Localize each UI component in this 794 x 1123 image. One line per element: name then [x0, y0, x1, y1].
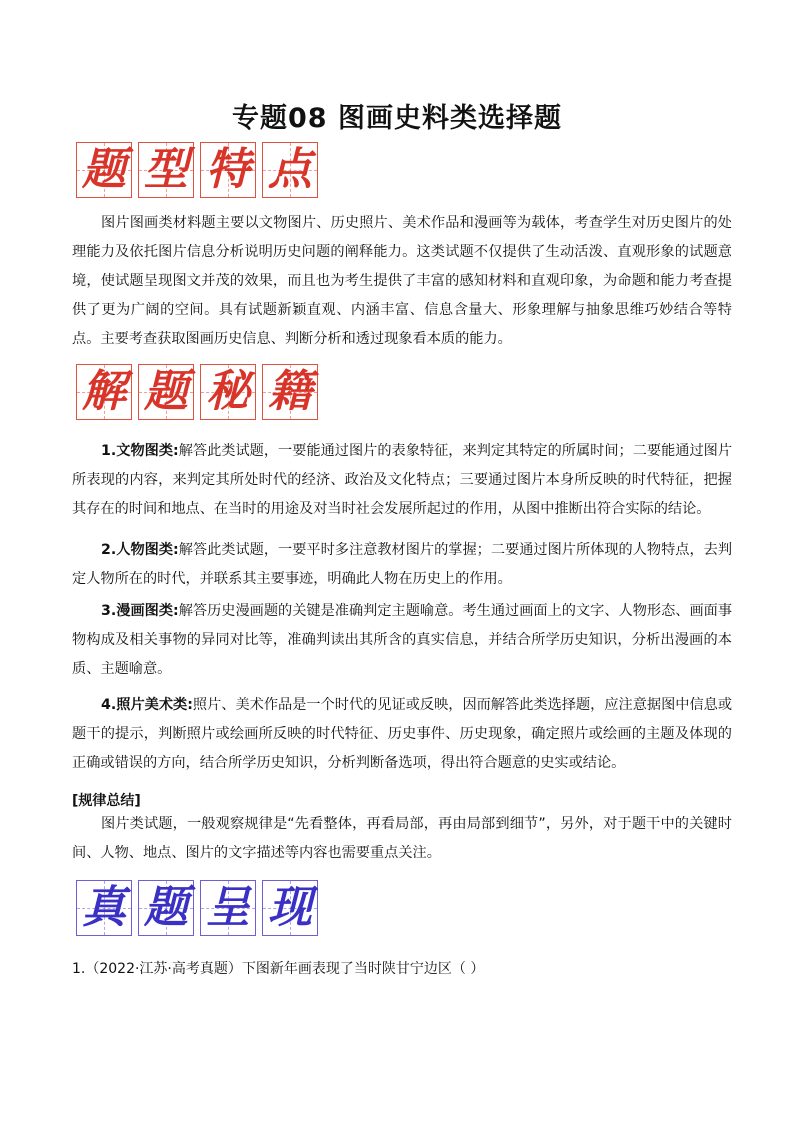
banner-tile: 特 — [200, 142, 256, 198]
rule-label: [规律总结] — [72, 793, 141, 809]
banner-tile: 呈 — [200, 880, 256, 936]
tip-label: 2.人物图类: — [101, 542, 179, 558]
banner-tile: 题 — [76, 142, 132, 198]
banner-tile: 现 — [262, 880, 318, 936]
banner-tile: 型 — [138, 142, 194, 198]
banner-tile: 题 — [138, 880, 194, 936]
banner-tile: 籍 — [262, 364, 318, 420]
banner-tile: 秘 — [200, 364, 256, 420]
tip-text: 解答此类试题，一要能通过图片的表象特征，来判定其特定的所属时间；二要能通过图片所表现的内容，来判定其所处时代的经济、政治及文化特点；三要通过图片本身所反映的时代特征，把握其存在的时间和地点、在当时的用途及对当时社会发展所起过的作用，从图中推断出符合实际的结论。 — [72, 443, 733, 517]
banner-features — [76, 142, 318, 198]
tip-paragraph — [72, 536, 732, 594]
banner-tile: 点 — [262, 142, 318, 198]
rule-paragraph: 图片类试题，一般观察规律是“先看整体，再看局部，再由局部到细节”，另外，对于题干中的关键时间、人物、地点、图片的文字描述等内容也需要重点关注。 — [72, 816, 732, 861]
tip-paragraph — [72, 691, 732, 778]
tip-paragraph — [72, 597, 732, 684]
intro-paragraph: 图片图画类材料题主要以文物图片、历史照片、美术作品和漫画等为载体，考查学生对历史图片的处理能力及依托图片信息分析说明历史问题的阐释能力。这类试题不仅提供了生动活泼、直观形象的试题意境，使试题呈现图文并茂的效果，而且也为考生提供了丰富的感知材料和直观印象，为命题和能力考查提供了更为广阔的空间。具有试题新颖直观、内涵丰富、信息含量大、形象理解与抽象思维巧妙结合等特点。主要考查获取图画历史信息、判断分析和透过现象看本质的能力。 — [72, 215, 732, 347]
tip-text: 解答此类试题，一要平时多注意教材图片的掌握；二要通过图片所体现的人物特点，去判定人物所在的时代，并联系其主要事迹，明确此人物在历史上的作用。 — [72, 542, 733, 587]
tip-paragraph — [72, 437, 732, 524]
banner-tile: 解 — [76, 364, 132, 420]
tip-label: 3.漫画图类: — [101, 603, 179, 619]
page-title: 专题08 图画史料类选择题 — [232, 103, 562, 134]
tip-text: 解答历史漫画题的关键是准确判定主题喻意。考生通过画面上的文字、人物形态、画面事物构成及相关事物的异同对比等，准确判读出其所含的真实信息，并结合所学历史知识，分析出漫画的本质、主题喻意。 — [72, 603, 733, 677]
banner-tips — [76, 364, 318, 420]
question-stem: 1.（2022·江苏·高考真题）下图新年画表现了当时陕甘宁边区（ ） — [72, 961, 485, 977]
tip-text: 照片、美术作品是一个时代的见证或反映，因而解答此类选择题，应注意据图中信息或题干的提示，判断照片或绘画所反映的时代特征、历史事件、历史现象，确定照片或绘画的主题及体现的正确或错误的方向，结合所学历史知识，分析判断备选项，得出符合题意的史实或结论。 — [72, 697, 733, 771]
banner-tile: 题 — [138, 364, 194, 420]
banner-real — [76, 880, 318, 936]
banner-tile: 真 — [76, 880, 132, 936]
tip-label: 1.文物图类: — [101, 443, 179, 459]
tip-label: 4.照片美术类: — [101, 697, 193, 713]
